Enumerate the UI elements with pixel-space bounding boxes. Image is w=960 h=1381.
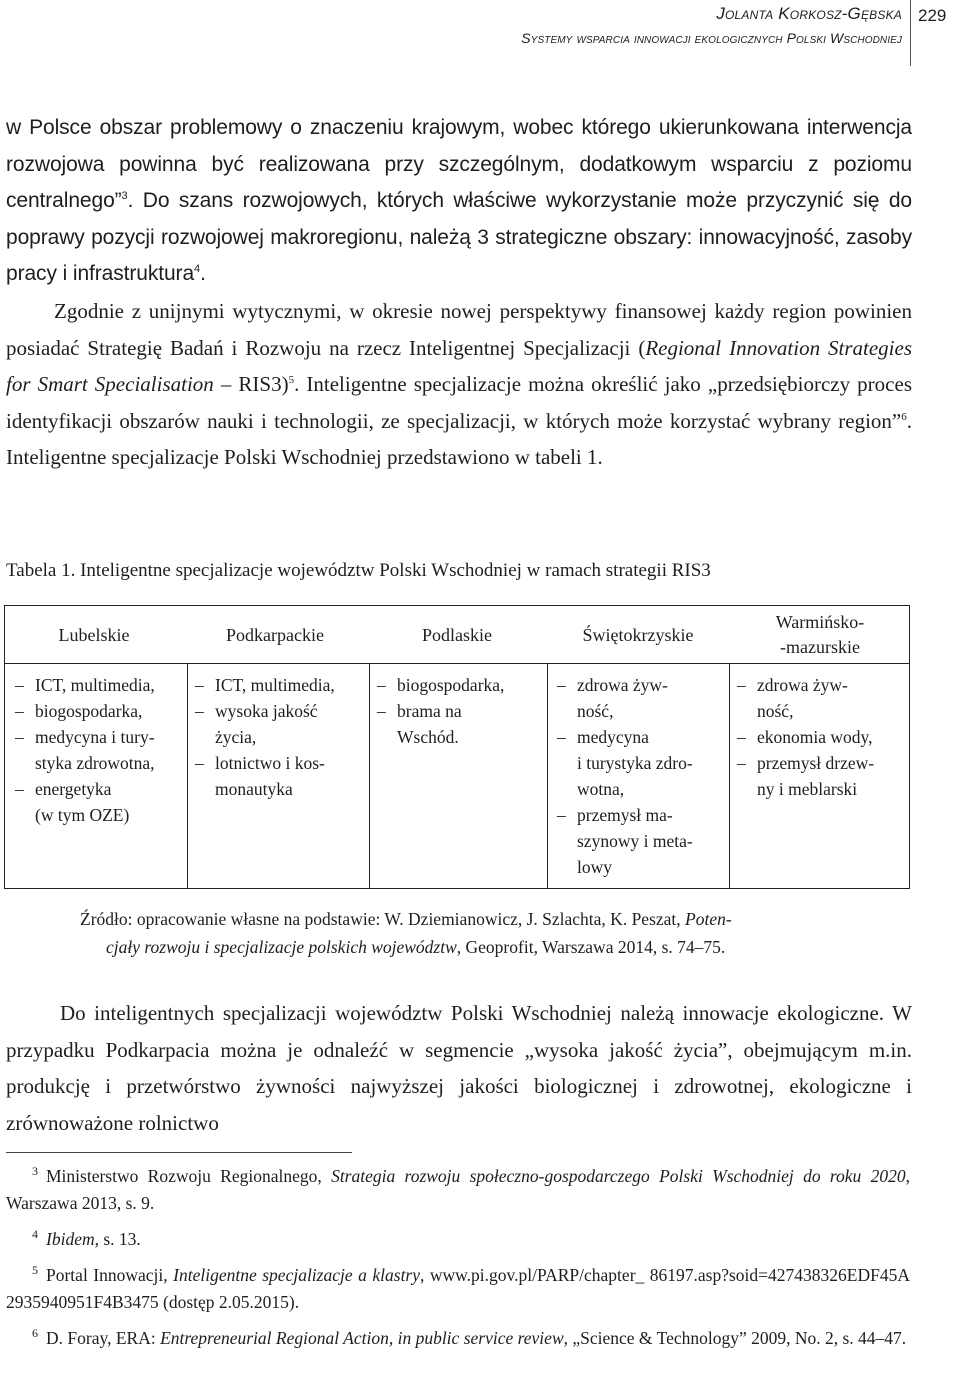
paragraph-2-text-a: Zgodnie z unijnymi wytycznymi, w okresie nowej perspektywy finansowej każdy region powinien posiadać Strategię Badań i Rozwoju na rzecz Inteligentnej Specjalizacji ( [6,299,912,360]
footnote-3-number: 3 [32,1164,38,1179]
list-item: – zdrowa żyw- [735,672,909,698]
footnote-ref-5[interactable]: 5 [288,374,295,387]
list-item: – zdrowa żyw- [555,672,727,698]
table-caption: Tabela 1. Inteligentne specjalizacje województw Polski Wschodniej w ramach strategii RIS3 [6,560,711,581]
table-header-lubelskie: Lubelskie [58,624,130,645]
footnote-5-italic: Inteligentne specjalizacje a klastry [173,1265,421,1285]
table-header-swietokrzyskie: Świętokrzyskie [582,624,694,645]
footnote-separator [6,1152,352,1153]
paragraph-2-text-d: . Inteligentne specjalizacje Polski Wschodniej przedstawiono w tabeli 1. [6,408,912,470]
body-paragraph-1 [6,110,912,293]
footnote-ref-3[interactable]: 3 [121,190,128,203]
footnote-4-text-b: , s. 13. [94,1229,141,1249]
table-column-divider [369,664,370,889]
paragraph-2-text-c: . Inteligentne specjalizacje można określić jako „przedsiębiorczy proces identyfikacji obszarów nauki i technologii, ze specjalizacji, w których może korzystać wybrany region” [6,372,912,433]
footnote-5-number: 5 [32,1263,38,1278]
paragraph-1-text-b: . Do szans rozwojowych, których właściwe wykorzystanie może przyczynić się do poprawy pozycji rozwojowej makroregionu, należą 3 strategiczne obszary: innowacyjność, zasoby pracy i infrastruktura [6,189,912,286]
list-item: – biogospodarka, [375,672,543,698]
paragraph-1-text-a: w Polsce obszar problemowy o znaczeniu krajowym, wobec którego ukierunkowana interwencja rozwojowa powinna być realizowana przy szczególnym, dodatkowym wsparciu z poziomu centralnego” [6,116,912,213]
footnote-6 [6,1325,910,1352]
table-source-note [6,905,912,961]
body-paragraph-2 [6,293,912,476]
list-item: lowy [577,857,612,877]
header-author: Jolanta Korkosz-Gębska [716,4,902,23]
table-header-podlaskie: Podlaskie [422,624,492,645]
list-item: monautyka [215,779,293,799]
table-column-divider [547,664,548,889]
list-item: – biogospodarka, [13,698,185,724]
header-divider [910,0,911,66]
table-cell-warminsko-mazurskie [735,672,909,802]
table-header-row [5,606,909,664]
paragraph-3-text: Do inteligentnych specjalizacji województw Polski Wschodniej należą innowacje ekologiczne. W przypadku Podkarpacia można je odnaleźć w segmencie „wysoka jakość życia”, obejmującym m.in. produkcję i przetwórstwo żywności najwyższej jakości biologicznej i zdrowotnej, ekologiczne i zrównoważone rolnictwo [6,1001,912,1135]
footnote-ref-6[interactable]: 6 [901,410,907,423]
footnote-6-italic: Entrepreneurial Regional Action, in public service review [160,1328,564,1348]
list-item: styka zdrowotna, [35,753,155,773]
table-header-podkarpackie: Podkarpackie [226,624,324,645]
list-item: – energetyka [13,776,185,802]
list-item: Wschód. [397,727,459,747]
table-header-warminsko-line2: -mazurskie [780,637,860,657]
list-item: ny i meblarski [757,779,858,799]
footnote-3 [6,1163,910,1217]
list-item: – przemysł ma- [555,802,727,828]
list-item: – ekonomia wody, [735,724,909,750]
page-number: 229 [918,6,947,25]
paragraph-2-italic: Regional Innovation Strategies for Smart Specialisation [6,335,912,397]
paragraph-2-text-b: – RIS3) [213,372,289,397]
list-item: – ICT, multimedia, [13,672,185,698]
list-item: – przemysł drzew- [735,750,909,776]
table-cell-swietokrzyskie [555,672,727,880]
footnote-6-text-a: D. Foray, ERA: [46,1328,161,1348]
table-cell-podkarpackie [193,672,365,802]
footnote-5-text-a: Portal Innowacji, [46,1265,174,1285]
table-cell-lubelskie [13,672,185,828]
footnote-6-number: 6 [32,1326,38,1341]
list-item: ność, [577,701,614,721]
footnote-4 [6,1226,910,1253]
table-header-warminsko-mazurskie [729,606,911,664]
list-item: ność, [757,701,794,721]
list-item: – brama na [375,698,543,724]
footnote-4-number: 4 [32,1227,38,1242]
table-header-warminsko-line1: Warmińsko- [775,612,865,632]
footnote-6-text-b: , „Science & Technology” 2009, No. 2, s. 44–47. [563,1328,907,1348]
source-text-a: Źródło: opracowanie własne na podstawie: W. Dziemianowicz, J. Szlachta, K. Peszat, [80,909,686,929]
source-text-b: , Geoprofit, Warszawa 2014, s. 74–75. [456,937,726,957]
running-header [0,0,960,68]
body-paragraph-3 [6,995,912,1141]
specializations-table [4,605,910,889]
list-item: szynowy i meta- [577,831,693,851]
footnote-4-italic: Ibidem [46,1229,95,1249]
paragraph-1-text-c: . [200,262,206,286]
list-item: życia, [215,727,257,747]
footnote-ref-4[interactable]: 4 [194,263,201,276]
source-italic-b: cjały rozwoju i specjalizacje polskich województw [106,937,457,957]
footnote-3-text-a: Ministerstwo Rozwoju Regionalnego, [46,1166,332,1186]
list-item: i turystyka zdro- [577,753,693,773]
list-item: – medycyna [555,724,727,750]
table-column-divider [729,664,730,889]
footnote-3-text-b: , Warszawa 2013, s. 9. [6,1166,910,1213]
list-item: – wysoka jakość [193,698,365,724]
footnote-5 [6,1262,910,1316]
footnote-5-text-b[interactable]: , www.pi.gov.pl/PARP/chapter_ 86197.asp?soid=427438326EDF45A2935940951F4B3475 (dostęp 2.05.2015). [6,1265,910,1312]
list-item: (w tym OZE) [35,805,130,825]
table-cell-podlaskie [375,672,543,750]
list-item: – ICT, multimedia, [193,672,365,698]
list-item: – medycyna i tury- [13,724,185,750]
list-item: wotna, [577,779,625,799]
source-italic-a: Poten- [685,909,732,929]
table-column-divider [187,664,188,889]
header-title: Systemy wsparcia innowacji ekologicznych Polski Wschodniej [521,30,902,46]
list-item: – lotnictwo i kos- [193,750,365,776]
footnote-3-italic: Strategia rozwoju społeczno-gospodarczego Polski Wschodniej do roku 2020 [331,1166,906,1186]
